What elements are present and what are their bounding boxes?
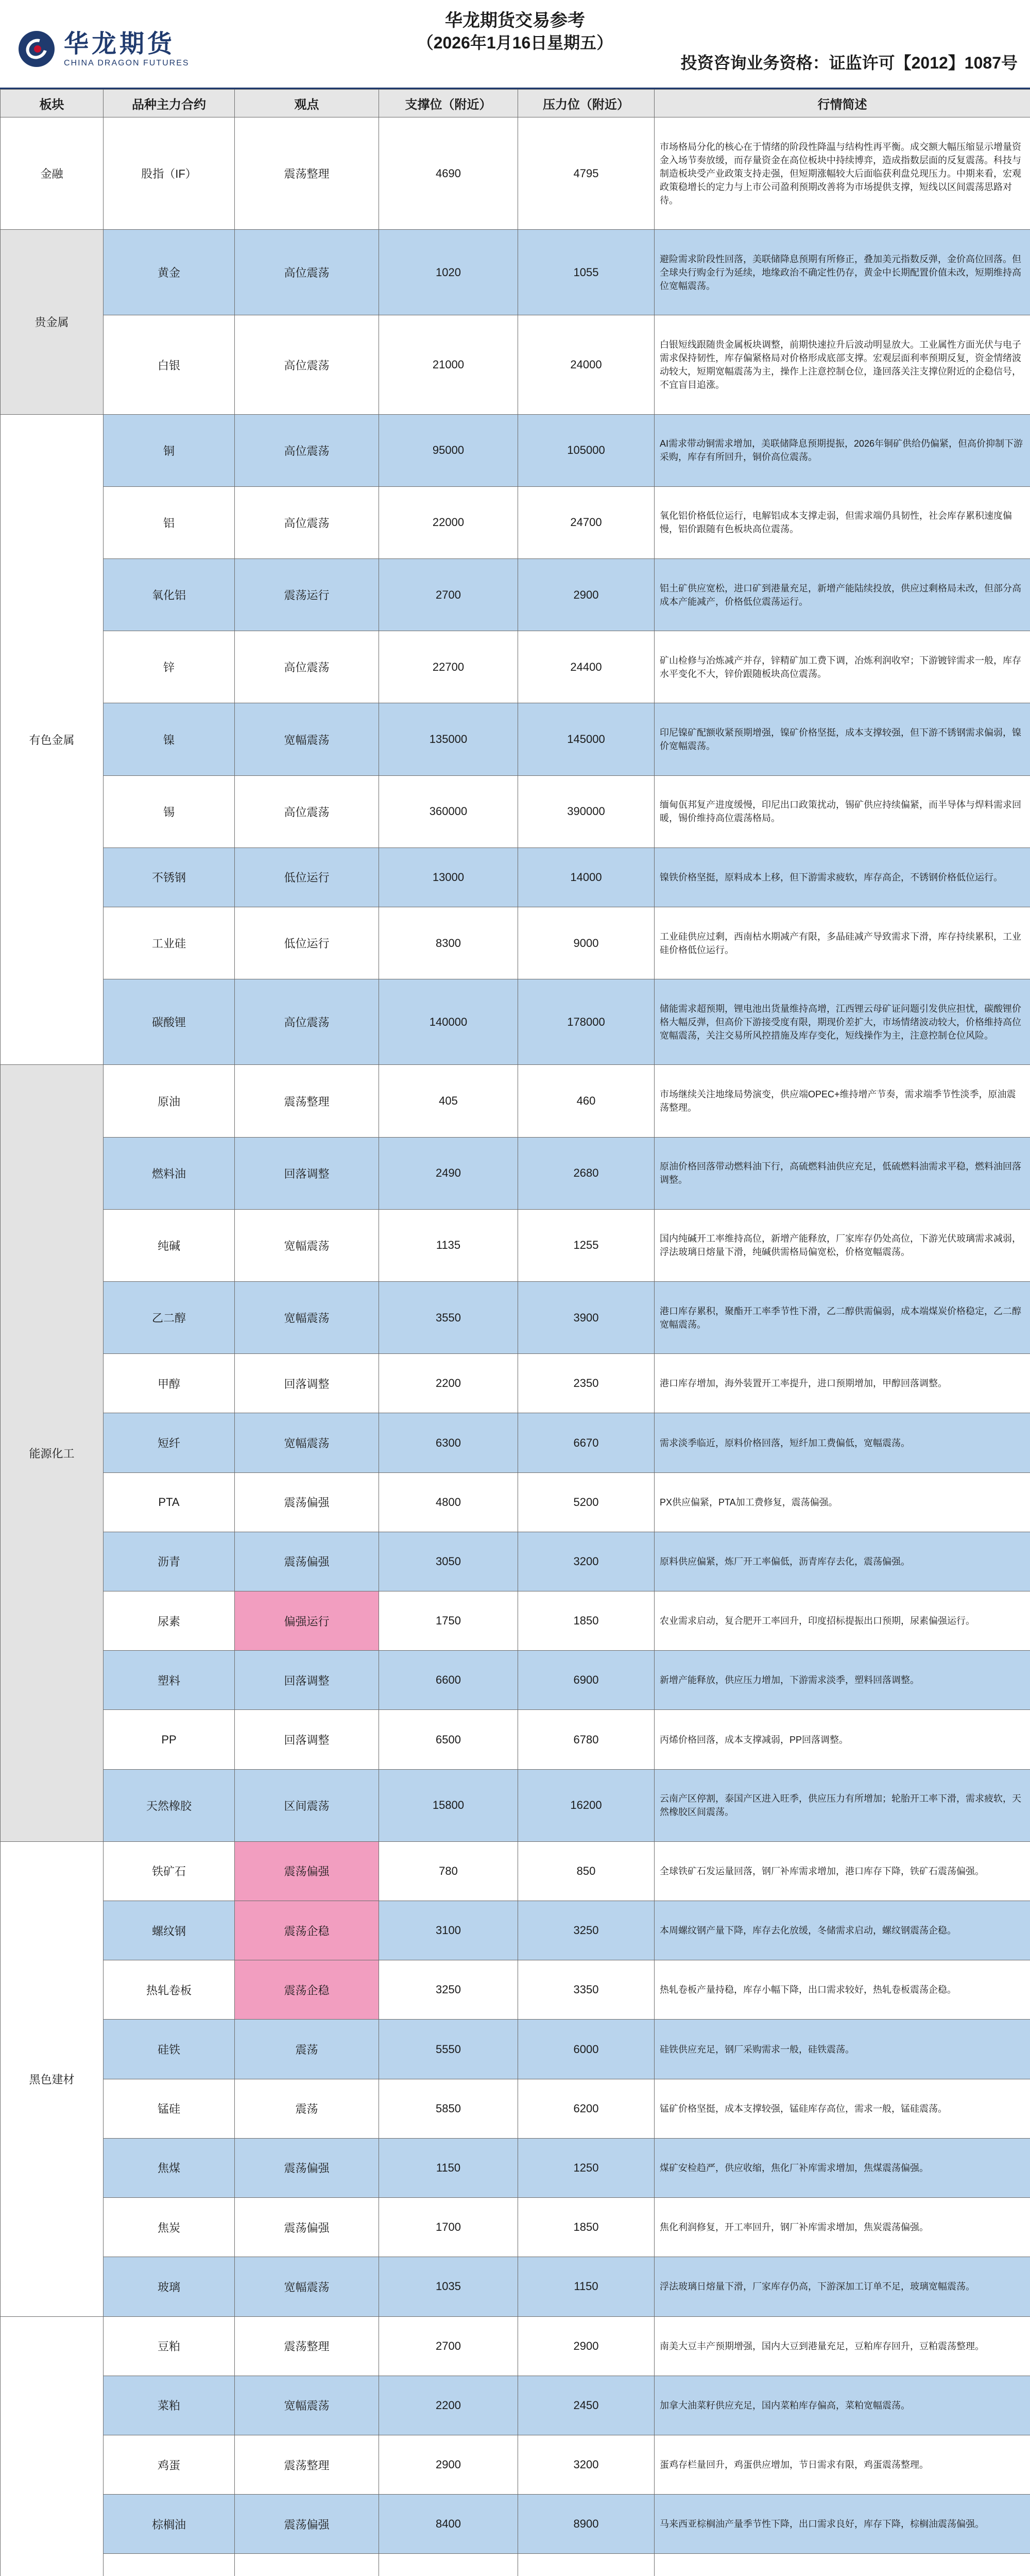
resistance-cell: 6200 (518, 2079, 655, 2138)
product-cell: 铝 (104, 486, 235, 558)
table-row (1, 2554, 1030, 2576)
view-cell: 震荡整理 (235, 117, 379, 230)
table-row (1, 1532, 1030, 1591)
table-row (1, 1960, 1030, 2020)
table-row (1, 1841, 1030, 1901)
view-cell: 震荡偏强 (235, 1472, 379, 1532)
resistance-cell: 6780 (518, 1710, 655, 1769)
view-cell: 偏强运行 (235, 1591, 379, 1651)
view-cell: 震荡偏强 (235, 1841, 379, 1901)
table-row (1, 1901, 1030, 1960)
view-cell: 宽幅震荡 (235, 1209, 379, 1281)
description-cell: 国内纯碱开工率维持高位，新增产能释放，厂家库存仍处高位，下游光伏玻璃需求减弱，浮法玻璃日熔量下滑，纯碱供需格局偏宽松，价格宽幅震荡。 (655, 1209, 1030, 1281)
product-cell: 不锈钢 (104, 848, 235, 907)
resistance-cell: 1850 (518, 1591, 655, 1651)
view-cell: 回落调整 (235, 1354, 379, 1413)
resistance-cell: 178000 (518, 979, 655, 1065)
view-cell: 宽幅震荡 (235, 703, 379, 775)
product-cell: 燃料油 (104, 1137, 235, 1209)
view-cell: 震荡偏强 (235, 2495, 379, 2554)
view-cell: 高位震荡 (235, 979, 379, 1065)
resistance-cell: 1055 (518, 230, 655, 315)
view-cell (235, 2554, 379, 2576)
support-cell: 8400 (379, 2495, 518, 2554)
product-cell: 甲醇 (104, 1354, 235, 1413)
table-row (1, 2198, 1030, 2257)
description-cell: 加拿大油菜籽供应充足，国内菜粕库存偏高，菜粕宽幅震荡。 (655, 2376, 1030, 2435)
table-row (1, 2257, 1030, 2316)
description-cell: 储能需求超预期，锂电池出货量维持高增，江西锂云母矿证问题引发供应担忧，碳酸锂价格大幅反弹，但高价下游接受度有限，期现价差扩大，市场情绪波动较大，价格维持高位宽幅震荡，关注交易所风控措施及库存变化，短线操作为主，注意控制仓位风险。 (655, 979, 1030, 1065)
table-row (1, 1710, 1030, 1769)
product-cell: 工业硅 (104, 907, 235, 979)
description-cell: PX供应偏紧，PTA加工费修复，震荡偏强。 (655, 1472, 1030, 1532)
resistance-cell: 3250 (518, 1901, 655, 1960)
view-cell: 高位震荡 (235, 775, 379, 848)
resistance-cell: 1250 (518, 2138, 655, 2197)
sector-cell: 金融 (1, 117, 104, 230)
view-cell: 高位震荡 (235, 486, 379, 558)
table-row (1, 2020, 1030, 2079)
view-cell: 高位震荡 (235, 631, 379, 703)
support-cell: 1135 (379, 1209, 518, 1281)
description-cell: 铝土矿供应宽松，进口矿到港量充足，新增产能陆续投放，供应过剩格局未改，但部分高成本产能减产，价格低位震荡运行。 (655, 559, 1030, 631)
product-cell: 镍 (104, 703, 235, 775)
table-row (1, 1413, 1030, 1472)
description-cell: 全球铁矿石发运量回落，钢厂补库需求增加，港口库存下降，铁矿石震荡偏强。 (655, 1841, 1030, 1901)
product-cell: 焦煤 (104, 2138, 235, 2197)
product-cell: 棕榈油 (104, 2495, 235, 2554)
view-cell: 回落调整 (235, 1710, 379, 1769)
view-cell: 区间震荡 (235, 1769, 379, 1841)
table-row (1, 2435, 1030, 2494)
description-cell: 农业需求启动，复合肥开工率回升，印度招标提振出口预期，尿素偏强运行。 (655, 1591, 1030, 1651)
resistance-cell: 145000 (518, 703, 655, 775)
table-row (1, 559, 1030, 631)
resistance-cell: 5200 (518, 1472, 655, 1532)
resistance-cell: 3350 (518, 1960, 655, 2020)
product-cell: 螺纹钢 (104, 1901, 235, 1960)
sector-cell: 有色金属 (1, 414, 104, 1065)
resistance-cell: 460 (518, 1065, 655, 1137)
support-cell: 360000 (379, 775, 518, 848)
description-cell: 印尼镍矿配额收紧预期增强，镍矿价格坚挺，成本支撑较强，但下游不锈钢需求偏弱，镍价宽幅震荡。 (655, 703, 1030, 775)
table-row (1, 1769, 1030, 1841)
product-cell: 股指（IF） (104, 117, 235, 230)
resistance-cell: 16200 (518, 1769, 655, 1841)
resistance-cell (518, 2554, 655, 2576)
description-cell: 矿山检修与冶炼减产并存，锌精矿加工费下调，冶炼利润收窄；下游镀锌需求一般，库存水平变化不大，锌价跟随板块高位震荡。 (655, 631, 1030, 703)
col-header-support: 支撑位（附近） (379, 90, 518, 117)
description-cell: 硅铁供应充足，钢厂采购需求一般，硅铁震荡。 (655, 2020, 1030, 2079)
product-cell: 原油 (104, 1065, 235, 1137)
support-cell: 1150 (379, 2138, 518, 2197)
view-cell: 震荡偏强 (235, 2198, 379, 2257)
sector-cell (1, 2316, 104, 2576)
support-cell: 6300 (379, 1413, 518, 1472)
description-cell: 煤矿安检趋严，供应收缩，焦化厂补库需求增加，焦煤震荡偏强。 (655, 2138, 1030, 2197)
product-cell: 铁矿石 (104, 1841, 235, 1901)
sector-cell: 贵金属 (1, 230, 104, 414)
table-row (1, 1591, 1030, 1651)
product-cell: 黄金 (104, 230, 235, 315)
product-cell: 天然橡胶 (104, 1769, 235, 1841)
description-cell: 锰矿价格坚挺，成本支撑较强，锰硅库存高位，需求一般，锰硅震荡。 (655, 2079, 1030, 2138)
table-row (1, 848, 1030, 907)
support-cell: 780 (379, 1841, 518, 1901)
description-cell: 避险需求阶段性回落，美联储降息预期有所修正，叠加美元指数反弹，金价高位回落。但全球央行购金行为延续，地缘政治不确定性仍存，黄金中长期配置价值未改，短期维持高位宽幅震荡。 (655, 230, 1030, 315)
view-cell: 震荡 (235, 2020, 379, 2079)
table-row (1, 1282, 1030, 1354)
support-cell: 8300 (379, 907, 518, 979)
product-cell: 乙二醇 (104, 1282, 235, 1354)
resistance-cell: 105000 (518, 414, 655, 486)
product-cell: 碳酸锂 (104, 979, 235, 1065)
product-cell: 尿素 (104, 1591, 235, 1651)
description-cell: 工业硅供应过剩，西南枯水期减产有限，多晶硅减产导致需求下滑，库存持续累积，工业硅价格低位运行。 (655, 907, 1030, 979)
view-cell: 低位运行 (235, 907, 379, 979)
description-cell: 蛋鸡存栏量回升，鸡蛋供应增加，节日需求有限，鸡蛋震荡整理。 (655, 2435, 1030, 2494)
support-cell: 6600 (379, 1651, 518, 1710)
table-row (1, 2495, 1030, 2554)
support-cell: 1700 (379, 2198, 518, 2257)
product-cell: 纯碱 (104, 1209, 235, 1281)
table-row (1, 631, 1030, 703)
product-cell: 锡 (104, 775, 235, 848)
support-cell: 5550 (379, 2020, 518, 2079)
support-cell: 22700 (379, 631, 518, 703)
product-cell: PP (104, 1710, 235, 1769)
view-cell: 低位运行 (235, 848, 379, 907)
support-cell: 1020 (379, 230, 518, 315)
view-cell: 震荡 (235, 2079, 379, 2138)
resistance-cell: 390000 (518, 775, 655, 848)
resistance-cell: 6670 (518, 1413, 655, 1472)
support-cell: 1750 (379, 1591, 518, 1651)
view-cell: 震荡企稳 (235, 1901, 379, 1960)
table-row (1, 1651, 1030, 1710)
description-cell: 白银短线跟随贵金属板块调整，前期快速拉升后波动明显放大。工业属性方面光伏与电子需求保持韧性，库存偏紧格局对价格形成底部支撑。宏观层面利率预期反复，资金情绪波动较大，短期宽幅震荡为主，操作上注意控制仓位，逢回落关注支撑位附近的企稳信号，不宜盲目追涨。 (655, 315, 1030, 414)
view-cell: 震荡整理 (235, 2435, 379, 2494)
support-cell: 2200 (379, 2376, 518, 2435)
product-cell: 短纤 (104, 1413, 235, 1472)
support-cell (379, 2554, 518, 2576)
table-row (1, 703, 1030, 775)
support-cell: 95000 (379, 414, 518, 486)
support-cell: 405 (379, 1065, 518, 1137)
table-row (1, 2079, 1030, 2138)
view-cell: 震荡整理 (235, 1065, 379, 1137)
resistance-cell: 4795 (518, 117, 655, 230)
resistance-cell: 2900 (518, 2316, 655, 2376)
support-cell: 2200 (379, 1354, 518, 1413)
description-cell: 镍铁价格坚挺，原料成本上移，但下游需求疲软，库存高企，不锈钢价格低位运行。 (655, 848, 1030, 907)
col-header-product: 品种主力合约 (104, 90, 235, 117)
support-cell: 2700 (379, 559, 518, 631)
table-row (1, 117, 1030, 230)
resistance-cell: 3200 (518, 1532, 655, 1591)
table-row (1, 414, 1030, 486)
support-cell: 3100 (379, 1901, 518, 1960)
resistance-cell: 2680 (518, 1137, 655, 1209)
resistance-cell: 6000 (518, 2020, 655, 2079)
description-cell: 氧化铝价格低位运行，电解铝成本支撑走弱，但需求端仍具韧性，社会库存累积速度偏慢，铝价跟随有色板块高位震荡。 (655, 486, 1030, 558)
support-cell: 3050 (379, 1532, 518, 1591)
brand-name-en: CHINA DRAGON FUTURES (64, 59, 190, 67)
support-cell: 3550 (379, 1282, 518, 1354)
resistance-cell: 24700 (518, 486, 655, 558)
resistance-cell: 1150 (518, 2257, 655, 2316)
view-cell: 高位震荡 (235, 230, 379, 315)
product-cell: 锌 (104, 631, 235, 703)
table-row (1, 2138, 1030, 2197)
resistance-cell: 2350 (518, 1354, 655, 1413)
view-cell: 宽幅震荡 (235, 1413, 379, 1472)
product-cell: 菜粕 (104, 2376, 235, 2435)
description-cell: 原油价格回落带动燃料油下行，高硫燃料油供应充足，低硫燃料油需求平稳，燃料油回落调整。 (655, 1137, 1030, 1209)
description-cell: 港口库存累积，聚酯开工率季节性下滑，乙二醇供需偏弱，成本端煤炭价格稳定，乙二醇宽幅震荡。 (655, 1282, 1030, 1354)
view-cell: 高位震荡 (235, 315, 379, 414)
support-cell: 2900 (379, 2435, 518, 2494)
resistance-cell: 14000 (518, 848, 655, 907)
resistance-cell: 24000 (518, 315, 655, 414)
reference-table (0, 89, 1030, 2576)
description-cell: 云南产区停割，泰国产区进入旺季，供应压力有所增加；轮胎开工率下滑，需求疲软，天然橡胶区间震荡。 (655, 1769, 1030, 1841)
sector-cell: 黑色建材 (1, 1841, 104, 2316)
table-row (1, 2376, 1030, 2435)
page-title: 华龙期货交易参考 (445, 11, 585, 30)
description-cell: 缅甸佤邦复产进度缓慢，印尼出口政策扰动，锡矿供应持续偏紧，而半导体与焊料需求回暖，锡价维持高位震荡格局。 (655, 775, 1030, 848)
table-row (1, 979, 1030, 1065)
description-cell: 焦化利润修复，开工率回升，钢厂补库需求增加，焦炭震荡偏强。 (655, 2198, 1030, 2257)
table-row (1, 1209, 1030, 1281)
col-header-resistance: 压力位（附近） (518, 90, 655, 117)
support-cell: 5850 (379, 2079, 518, 2138)
table-row (1, 2316, 1030, 2376)
view-cell: 高位震荡 (235, 414, 379, 486)
table-row (1, 1354, 1030, 1413)
support-cell: 135000 (379, 703, 518, 775)
view-cell: 宽幅震荡 (235, 1282, 379, 1354)
product-cell: 焦炭 (104, 2198, 235, 2257)
support-cell: 13000 (379, 848, 518, 907)
resistance-cell: 6900 (518, 1651, 655, 1710)
support-cell: 2700 (379, 2316, 518, 2376)
resistance-cell: 24400 (518, 631, 655, 703)
resistance-cell: 2900 (518, 559, 655, 631)
description-cell: 原料供应偏紧，炼厂开工率偏低，沥青库存去化，震荡偏强。 (655, 1532, 1030, 1591)
support-cell: 3250 (379, 1960, 518, 2020)
description-cell: 南美大豆丰产预期增强，国内大豆到港量充足，豆粕库存回升，豆粕震荡整理。 (655, 2316, 1030, 2376)
product-cell: 沥青 (104, 1532, 235, 1591)
table-row (1, 1065, 1030, 1137)
support-cell: 15800 (379, 1769, 518, 1841)
view-cell: 回落调整 (235, 1137, 379, 1209)
support-cell: 2490 (379, 1137, 518, 1209)
table-row (1, 1137, 1030, 1209)
product-cell: 热轧卷板 (104, 1960, 235, 2020)
product-cell: 白银 (104, 315, 235, 414)
product-cell: 铜 (104, 414, 235, 486)
table-row (1, 230, 1030, 315)
support-cell: 1035 (379, 2257, 518, 2316)
description-cell: 马来西亚棕榈油产量季节性下降，出口需求良好，库存下降，棕榈油震荡偏强。 (655, 2495, 1030, 2554)
table-row (1, 775, 1030, 848)
product-cell: 锰硅 (104, 2079, 235, 2138)
view-cell: 震荡偏强 (235, 2138, 379, 2197)
product-cell: 氧化铝 (104, 559, 235, 631)
report-date: （2026年1月16日星期五） (417, 33, 613, 52)
header (0, 0, 1030, 89)
col-header-description: 行情简述 (655, 90, 1030, 117)
col-header-sector: 板块 (1, 90, 104, 117)
table-row (1, 486, 1030, 558)
description-cell: 市场继续关注地缘局势演变，供应端OPEC+维持增产节奏，需求端季节性淡季，原油震荡整理。 (655, 1065, 1030, 1137)
description-cell: 丙烯价格回落，成本支撑减弱，PP回落调整。 (655, 1710, 1030, 1769)
table-header-row (1, 90, 1030, 117)
product-cell (104, 2554, 235, 2576)
description-cell: 本周螺纹钢产量下降，库存去化放缓，冬储需求启动，螺纹钢震荡企稳。 (655, 1901, 1030, 1960)
description-cell: 市场格局分化的核心在于情绪的阶段性降温与结构性再平衡。成交额大幅压缩显示增量资金入场节奏放缓，而存量资金在高位板块中持续博弈，造成指数层面的反复震荡。科技与制造板块受产业政策支持走强，但短期涨幅较大后面临获利盘兑现压力。中期来看，宏观政策稳增长的定力与上市公司盈利预期改善将为市场提供支撑，短线以区间震荡思路对待。 (655, 117, 1030, 230)
description-cell: 新增产能释放，供应压力增加，下游需求淡季，塑料回落调整。 (655, 1651, 1030, 1710)
resistance-cell: 9000 (518, 907, 655, 979)
product-cell: 塑料 (104, 1651, 235, 1710)
table-row (1, 1472, 1030, 1532)
support-cell: 6500 (379, 1710, 518, 1769)
view-cell: 震荡运行 (235, 559, 379, 631)
support-cell: 22000 (379, 486, 518, 558)
view-cell: 震荡企稳 (235, 1960, 379, 2020)
resistance-cell: 850 (518, 1841, 655, 1901)
resistance-cell: 1255 (518, 1209, 655, 1281)
brand-name-cn: 华龙期货 (64, 30, 176, 58)
support-cell: 4690 (379, 117, 518, 230)
view-cell: 震荡整理 (235, 2316, 379, 2376)
view-cell: 回落调整 (235, 1651, 379, 1710)
product-cell: 玻璃 (104, 2257, 235, 2316)
resistance-cell: 2450 (518, 2376, 655, 2435)
table-body (1, 117, 1030, 2576)
description-cell: 需求淡季临近，原料价格回落，短纤加工费偏低，宽幅震荡。 (655, 1413, 1030, 1472)
view-cell: 震荡偏强 (235, 1532, 379, 1591)
sector-cell: 能源化工 (1, 1065, 104, 1841)
product-cell: PTA (104, 1472, 235, 1532)
product-cell: 豆粕 (104, 2316, 235, 2376)
resistance-cell: 3200 (518, 2435, 655, 2494)
description-cell (655, 2554, 1030, 2576)
view-cell: 宽幅震荡 (235, 2376, 379, 2435)
resistance-cell: 1850 (518, 2198, 655, 2257)
description-cell: AI需求带动铜需求增加，美联储降息预期提振，2026年铜矿供给仍偏紧，但高价抑制下游采购，库存有所回升，铜价高位震荡。 (655, 414, 1030, 486)
license-text: 投资咨询业务资格：证监许可【2012】1087号 (680, 54, 1018, 72)
view-cell: 宽幅震荡 (235, 2257, 379, 2316)
resistance-cell: 8900 (518, 2495, 655, 2554)
description-cell: 浮法玻璃日熔量下滑，厂家库存仍高，下游深加工订单不足，玻璃宽幅震荡。 (655, 2257, 1030, 2316)
table-row (1, 907, 1030, 979)
description-cell: 热轧卷板产量持稳，库存小幅下降，出口需求较好，热轧卷板震荡企稳。 (655, 1960, 1030, 2020)
description-cell: 港口库存增加，海外装置开工率提升，进口预期增加，甲醇回落调整。 (655, 1354, 1030, 1413)
product-cell: 硅铁 (104, 2020, 235, 2079)
support-cell: 140000 (379, 979, 518, 1065)
col-header-view: 观点 (235, 90, 379, 117)
support-cell: 21000 (379, 315, 518, 414)
support-cell: 4800 (379, 1472, 518, 1532)
table-row (1, 315, 1030, 414)
product-cell: 鸡蛋 (104, 2435, 235, 2494)
resistance-cell: 3900 (518, 1282, 655, 1354)
